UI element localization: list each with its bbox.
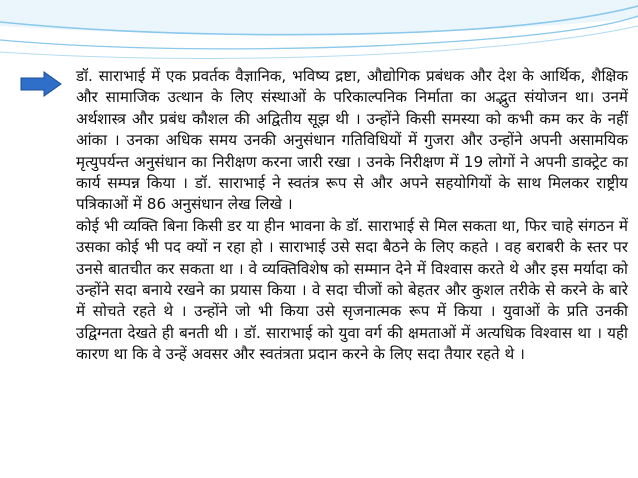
right-arrow-icon — [20, 71, 62, 97]
slide-body-text — [76, 66, 628, 366]
paragraph-2: कोई भी व्यक्ति बिना किसी डर या हीन भावना के डॉ. साराभाई से मिल सकता था, फिर चाहे संगठन में उसका कोई भी पद क्यों न रहा हो । साराभाई उसे सदा बैठने के लिए कहते । वह बराबरी के स्तर पर उनसे बातचीत कर सकता था । वे व्यक्तिविशेष को सम्मान देने में विश्वास करते थे और इस मर्यादा को उन्होंने सदा बनाये रखने का प्रयास किया । वे सदा चीजों को बेहतर और कुशल तरीके से करने के बारे में सोचते रहते थे । उन्होंने जो भी किया उसे सृजनात्मक रूप में किया । युवाओं के प्रति उनकी उद्विग्नता देखते ही बनती थी । डॉ. साराभाई को युवा वर्ग की क्षमताओं में अत्यधिक विश्वास था । यही कारण था कि वे उन्हें अवसर और स्वतंत्रता प्रदान करने के लिए सदा तैयार रहते थे । — [76, 216, 628, 364]
paragraph-1: डॉ. साराभाई में एक प्रवर्तक वैज्ञानिक, भविष्य द्रष्टा, औद्योगिक प्रबंधक और देश के आर्थिक, शैक्षिक और सामाजिक उत्थान के लिए संस्थाओं के परिकाल्पनिक निर्माता का अद्भुत संयोजन था। उनमें अर्थशास्त्र और प्रबंध कौशल की अद्वितीय सूझ थी । उन्होंने किसी समस्या को कभी कम कर के नहीं आंका । उनका अधिक समय उनकी अनुसंधान गतिविधियों में गुजरा और उन्होंने अपनी असामयिक मृत्युपर्यन्त अनुसंधान का निरीक्षण करना जारी रखा । उनके निरीक्षण में 19 लोगों ने अपनी डाक्ट्रेट का कार्य सम्पन्न किया । डॉ. साराभाई ने स्वतंत्र रूप से और अपने सहयोगियों के साथ मिलकर राष्ट्रीय पत्रिकाओं में 86 अनुसंधान लेख लिखे । — [76, 67, 628, 214]
right-arrow-shape — [21, 72, 61, 96]
